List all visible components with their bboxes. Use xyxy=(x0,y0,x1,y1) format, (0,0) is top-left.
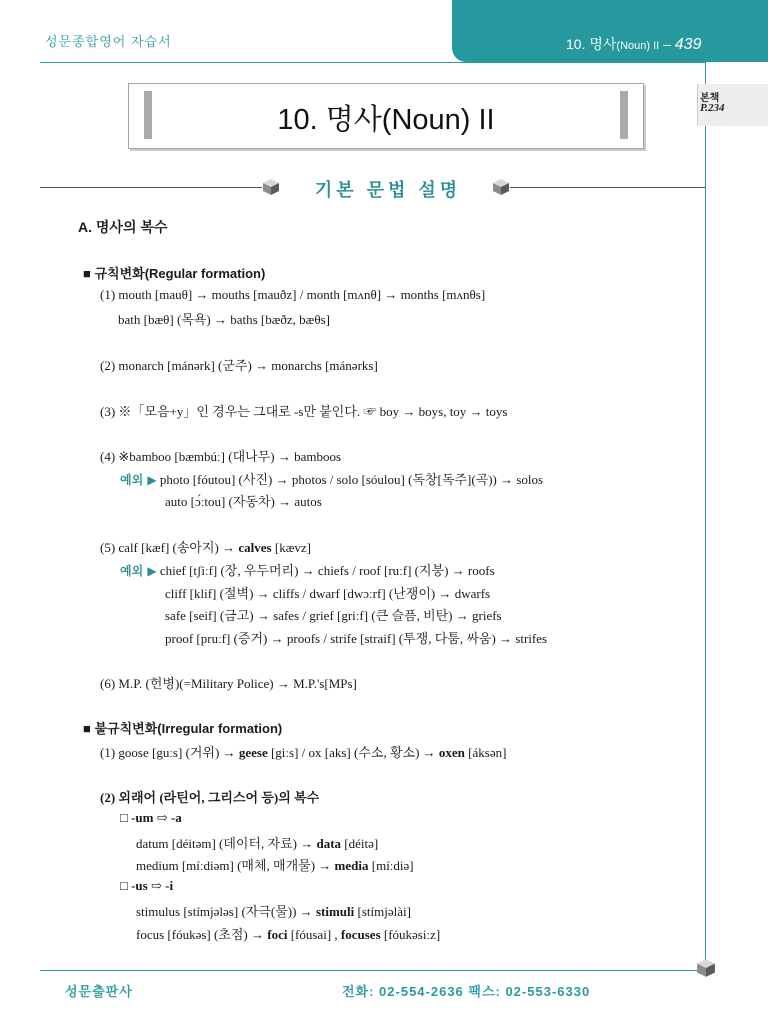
text-bold: calves xyxy=(238,540,272,555)
irregular-heading: ■ 불규칙변화(Irregular formation) xyxy=(83,721,283,736)
section-rule-left xyxy=(40,187,262,188)
text-bold: stimuli xyxy=(315,904,355,919)
text: [fóukəsiːz] xyxy=(380,927,441,942)
text-bold: oxen xyxy=(438,745,465,760)
rule-line: □ -us ⇨ -i xyxy=(120,878,174,893)
text: [déitə] xyxy=(341,836,379,851)
exception-label: 예외 ▶ xyxy=(120,473,157,487)
exception-text: chief [tʃiːf] (장, 우두머리) → chiefs / roof [ruːf] (지붕) → roofs xyxy=(159,563,495,578)
text: medium [míːdiəm] (매체, 매개물) → xyxy=(136,858,335,873)
rule-line xyxy=(100,537,311,556)
text: [míːdiə] xyxy=(368,858,414,873)
margin-line xyxy=(705,62,706,970)
page-number: 439 xyxy=(674,36,702,53)
rule-line: □ -um ⇨ -a xyxy=(120,810,182,825)
text: datum [déitəm] (데이터, 자료) → xyxy=(136,836,317,851)
text: (5) calf [kæf] (송아지) → xyxy=(100,540,239,555)
rule-line xyxy=(136,901,411,920)
text: [stímjəlài] xyxy=(354,904,411,919)
publisher-name: 성문출판사 xyxy=(65,984,133,999)
footer-divider xyxy=(40,970,705,971)
rule-line: bath [bæθ] (목욕) → baths [bæðz, bæθs] xyxy=(118,312,330,327)
header-dash: – xyxy=(663,36,671,52)
text-bold: geese xyxy=(238,745,268,760)
rule-line: (6) M.P. (헌병)(=Military Police) → M.P.'s[MPs] xyxy=(100,676,357,691)
rule-line: auto [ɔ́ːtou] (자동차) → autos xyxy=(165,494,322,509)
cube-icon xyxy=(492,178,510,196)
header-chapter-title: 10. 명사 xyxy=(566,36,617,52)
header-book-title: 성문종합영어 자습서 xyxy=(45,34,172,49)
header-divider xyxy=(40,62,705,63)
text-bold: media xyxy=(334,858,369,873)
reference-label: 본책 xyxy=(700,93,720,104)
exception-line xyxy=(120,560,495,579)
exception-text: photo [fóutou] (사진) → photos / solo [sóulou] (독창[독주](곡)) → solos xyxy=(159,472,544,487)
rule-line: (2) 외래어 (라틴어, 그리스어 등)의 복수 xyxy=(100,790,320,805)
exception-label: 예외 ▶ xyxy=(120,564,157,578)
subsection-heading: A. 명사의 복수 xyxy=(78,219,168,235)
cube-icon xyxy=(696,958,716,978)
rule-line xyxy=(100,742,506,761)
text: [giːs] / ox [aks] (수소, 황소) → xyxy=(267,745,439,760)
text: [áksən] xyxy=(464,745,507,760)
rule-line: (3) ※「모음+y」인 경우는 그대로 -s만 붙인다. ☞ boy → boys, toy → toys xyxy=(100,404,508,419)
text: [kævz] xyxy=(271,540,311,555)
rule-line: (1) mouth [mauθ] → mouths [mauðz] / month [mʌnθ] → months [mʌnθs] xyxy=(100,287,486,302)
regular-heading: ■ 규칙변화(Regular formation) xyxy=(83,266,266,281)
section-title: 기본 문법 설명 xyxy=(314,180,462,200)
reference-page: P.234 xyxy=(700,102,725,114)
rule-line: safe [seif] (금고) → safes / grief [griːf] (큰 슬픔, 비탄) → griefs xyxy=(165,608,502,623)
header-chapter xyxy=(566,34,701,54)
text: stimulus [stímjələs] (자극(물)) → xyxy=(136,904,316,919)
exception-line xyxy=(120,469,543,488)
rule-line xyxy=(136,924,440,943)
section-rule-right xyxy=(510,187,705,188)
rule-line xyxy=(136,855,414,874)
text-bold: foci xyxy=(267,927,288,942)
rule-line: (2) monarch [mánərk] (군주) → monarchs [mánərks] xyxy=(100,358,378,373)
rule-line: proof [pruːf] (증거) → proofs / strife [straif] (투쟁, 다툼, 싸움) → strifes xyxy=(165,631,548,646)
header-chapter-sub: (Noun) II xyxy=(616,40,660,52)
text: (1) goose [guːs] (거위) → xyxy=(100,745,239,760)
text: focus [fóukəs] (초점) → xyxy=(136,927,268,942)
publisher-contact: 전화: 02-554-2636 팩스: 02-553-6330 xyxy=(342,984,591,999)
text-bold: data xyxy=(316,836,342,851)
rule-line: (4) ※bamboo [bæmbúː] (대나무) → bamboos xyxy=(100,449,342,464)
chapter-title: 10. 명사(Noun) II xyxy=(277,104,495,136)
rule-line xyxy=(136,833,378,852)
text: [fóusai] , xyxy=(287,927,341,942)
rule-line: cliff [klif] (절벽) → cliffs / dwarf [dwɔːrf] (난쟁이) → dwarfs xyxy=(165,586,491,601)
cube-icon xyxy=(262,178,280,196)
text-bold: focuses xyxy=(340,927,381,942)
